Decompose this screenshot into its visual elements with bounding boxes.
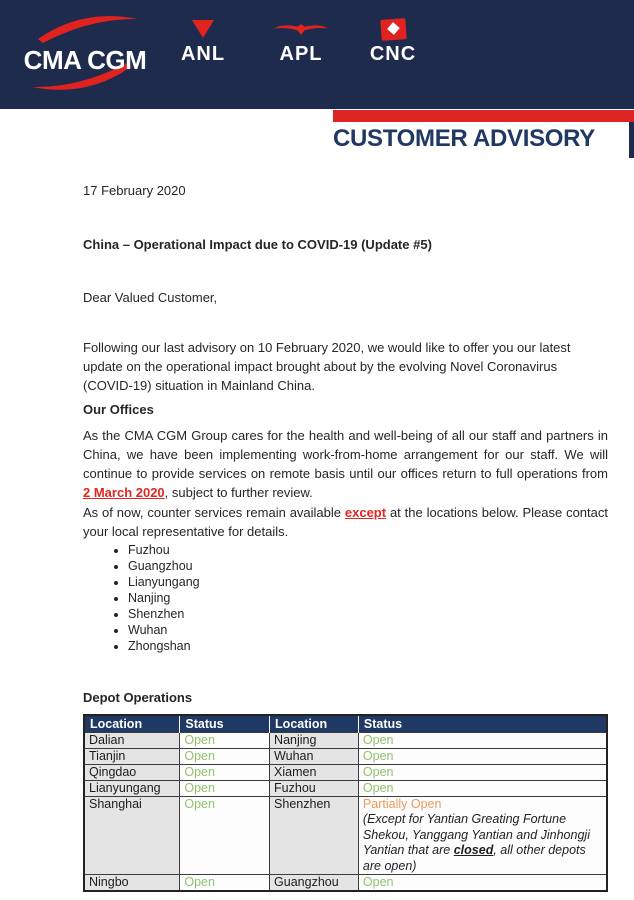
depot-table-row <box>84 765 607 781</box>
depot-location-cell: Tianjin <box>84 749 180 765</box>
highlighted-text: except <box>344 505 387 520</box>
status-open: Open <box>362 875 394 889</box>
letter-date: 17 February 2020 <box>83 183 186 198</box>
status-open: Open <box>362 765 394 779</box>
depot-table-header-cell: Location <box>270 715 359 733</box>
stripe-end-cap <box>629 122 634 158</box>
depot-table-row <box>84 875 607 892</box>
status-open: Open <box>184 797 215 811</box>
depot-status-cell <box>358 797 607 875</box>
depot-location-cell: Ningbo <box>84 875 180 892</box>
location-list-item: • Lianyungang <box>128 574 200 590</box>
depot-location-cell: Shenzhen <box>270 797 359 875</box>
offices-paragraph: As the CMA CGM Group cares for the health and well-being of all our staff and partners in China, we have been implementing work-from-home arrangement for our staff. We will continue to provide services on remote basis until our offices return to full operations from 2 March 2020, subject to further review. <box>83 428 608 500</box>
cnc-flag-icon <box>380 18 406 41</box>
depot-location-cell: Qingdao <box>84 765 180 781</box>
cma-cgm-wordmark: CMA CGM <box>23 45 147 75</box>
depot-location-cell: Dalian <box>84 733 180 749</box>
depot-status-cell <box>358 765 607 781</box>
advisory-title: CUSTOMER ADVISORY <box>332 125 595 152</box>
depot-table-row <box>84 749 607 765</box>
apl-eagle-icon <box>274 23 328 36</box>
closed-locations-list <box>83 542 200 654</box>
depot-table-row <box>84 733 607 749</box>
brand-banner <box>0 0 634 109</box>
apl-wordmark: APL <box>279 43 323 65</box>
anl-wordmark: ANL <box>180 43 226 65</box>
status-note: (Except for Yantian Greating Fortune Shekou, Yanggang Yantian and Jinhongji Yantian that are closed, all other depots are open) <box>362 812 590 873</box>
cnc-logo <box>358 16 428 86</box>
depot-status-cell <box>180 765 270 781</box>
depot-status-cell <box>358 749 607 765</box>
depot-table-row <box>84 781 607 797</box>
depot-status-cell <box>180 797 270 875</box>
cnc-wordmark: CNC <box>369 43 417 65</box>
location-list-item: • Guangzhou <box>128 558 200 574</box>
status-open: Open <box>362 733 394 747</box>
location-list-item: • Nanjing <box>128 590 200 606</box>
depot-table-row <box>84 797 607 875</box>
location-list-item: • Wuhan <box>128 622 200 638</box>
status-open: Open <box>184 875 215 889</box>
depot-location-cell: Fuzhou <box>270 781 359 797</box>
location-list-item: • Fuzhou <box>128 542 200 558</box>
anl-triangle-icon <box>192 20 214 38</box>
depot-status-cell <box>180 875 270 892</box>
salutation: Dear Valued Customer, <box>83 290 218 305</box>
depot-status-cell <box>358 733 607 749</box>
status-partially-open: Partially Open <box>362 797 442 811</box>
depot-location-cell: Guangzhou <box>270 875 359 892</box>
depot-table-header-cell: Status <box>358 715 607 733</box>
depot-location-cell: Shanghai <box>84 797 180 875</box>
cma-cgm-logo <box>10 6 160 102</box>
depot-table-header-row <box>84 715 607 733</box>
anl-logo <box>168 16 238 86</box>
counter-services-paragraph: As of now, counter services remain available except at the locations below. Please contact your local representative for details. <box>83 505 608 539</box>
depot-table-header-cell: Location <box>84 715 180 733</box>
location-list-item: • Shenzhen <box>128 606 200 622</box>
depot-table-header-cell: Status <box>180 715 270 733</box>
depot-status-cell <box>358 781 607 797</box>
intro-paragraph: Following our last advisory on 10 February 2020, we would like to offer you our latest update on the operational impact brought about by the evolving Novel Coronavirus (COVID-19) situation in Mainland China. <box>83 340 571 393</box>
status-open: Open <box>184 733 215 747</box>
depot-location-cell: Nanjing <box>270 733 359 749</box>
status-open: Open <box>184 749 215 763</box>
depot-location-cell: Wuhan <box>270 749 359 765</box>
apl-logo <box>266 16 336 86</box>
status-open: Open <box>184 765 215 779</box>
depot-location-cell: Xiamen <box>270 765 359 781</box>
depot-operations-table <box>83 714 608 892</box>
offices-heading: Our Offices <box>83 402 154 417</box>
highlighted-text: 2 March 2020 <box>83 485 165 500</box>
document-title: China – Operational Impact due to COVID-19 (Update #5) <box>83 237 432 252</box>
depot-status-cell <box>180 733 270 749</box>
depot-status-cell <box>180 781 270 797</box>
cma-cgm-swoosh-icon <box>10 6 160 102</box>
status-open: Open <box>362 781 394 795</box>
red-accent-stripe <box>333 110 634 122</box>
depot-status-cell <box>180 749 270 765</box>
depot-status-cell <box>358 875 607 892</box>
status-open: Open <box>362 749 394 763</box>
depot-location-cell: Lianyungang <box>84 781 180 797</box>
location-list-item: • Zhongshan <box>128 638 200 654</box>
depot-operations-heading: Depot Operations <box>83 690 193 705</box>
status-open: Open <box>184 781 215 795</box>
